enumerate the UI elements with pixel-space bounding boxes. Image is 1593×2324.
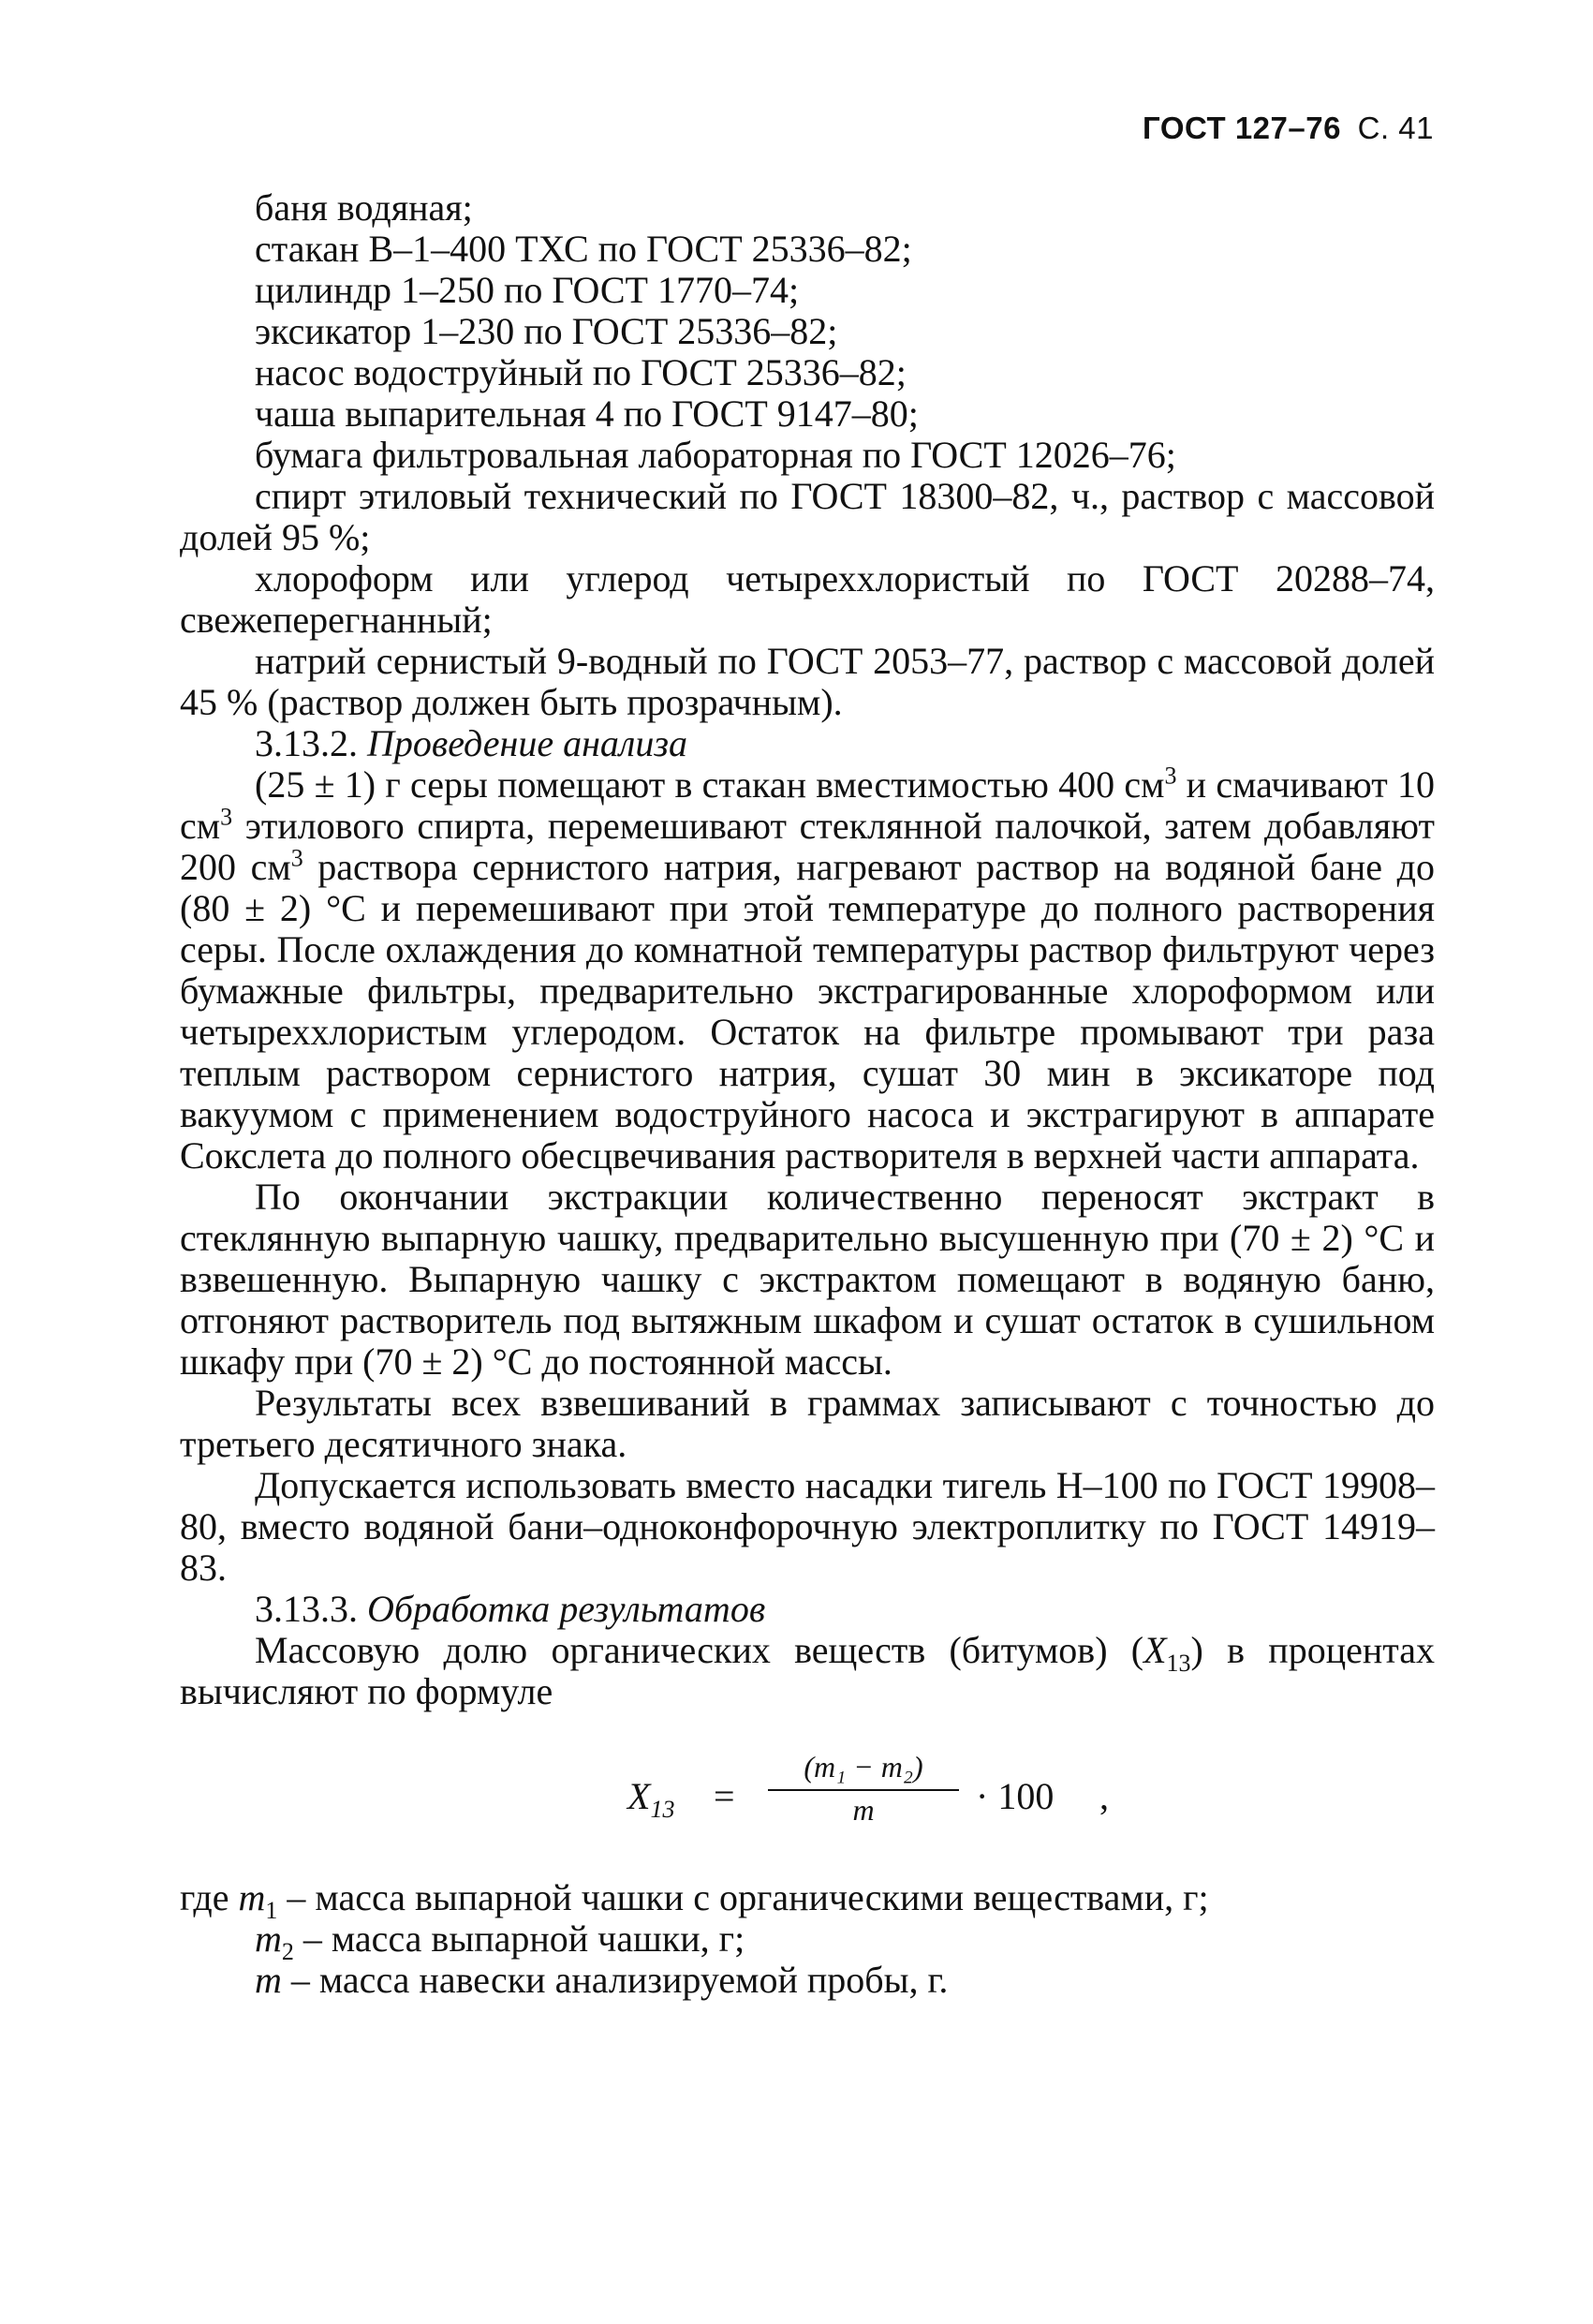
formula-numerator: (m₁ − m₂) [804,1750,923,1784]
section-heading-analysis [180,723,1435,764]
section-heading-results [180,1589,1435,1630]
results-intro: Массовую долю органических веществ (битумов) $(X_{13})$ в процентах вычисляют по формуле [180,1629,1435,1712]
section-number: 3.13.2. [255,722,358,764]
procedure-paragraph: (25 ± 1) г серы помещают в стакан вместимостью 400 $см^3$ и смачивают 10 $см^3$ этилового спирта, перемешивают стеклянной палочкой, затем добавляют 200 $см^3$ раствора сернистого натрия, нагревают раствор на водяной бане до (80 ± 2) °С и перемешивают при этой температуре до полного растворения серы. После охлаждения до комнатной температуры раствор фильтруют через бумажные фильтры, предварительно экстрагированные хлороформом или четыреххлористым углеродом. Остаток на фильтре промывают три раза теплым раствором сернистого натрия, сушат 30 мин в эксикаторе под вакуумом с применением водоструйного насоса и экстрагируют в аппарате Сокслета до полного обесцвечивания растворителя в верхней части аппарата. [180,762,1436,1177]
reagent-item: натрий сернистый 9-водный по ГОСТ 2053–77, раствор с массовой долей 45 % (раствор должен быть прозрачным). [180,640,1435,723]
reagent-list [180,476,1435,723]
alternatives-paragraph: Допускается использовать вместо насадки тигель Н–100 по ГОСТ 19908–80, вместо водяной бани–одноконфорочную электроплитку по ГОСТ 14919–83. [180,1464,1435,1589]
formula-equals: = [714,1775,735,1817]
weighing-paragraph: Результаты всех взвешиваний в граммах записывают с точностью до третьего десятичного знака. [180,1382,1435,1465]
reagent-item: спирт этиловый технический по ГОСТ 18300–82, ч., раствор с массовой долей 95 %; [180,475,1435,558]
formula-comma: , [1099,1775,1109,1817]
equipment-list [180,187,1435,476]
formula-multiplier: · 100 [976,1775,1055,1817]
list-item: эксикатор 1–230 по ГОСТ 25336–82; [255,310,838,352]
list-item: чаша выпарительная 4 по ГОСТ 9147–80; [255,392,919,435]
extraction-paragraph: По окончании экстракции количественно переносят экстракт в стеклянную выпарную чашку, предварительно высушенную при (70 ± 2) °С и взвешенную. Выпарную чашку с экстрактом помещают в водяную баню, отгоняют растворитель под вытяжным шкафом и сушат остаток в сушильном шкафу при (70 ± 2) °С до постоянной массы. [180,1176,1435,1383]
section-number: 3.13.3. [255,1588,358,1630]
list-item: цилиндр 1–250 по ГОСТ 1770–74; [255,269,800,311]
legend-item: где $m_1$ – масса выпарной чашки с органическими веществами, г; [180,1876,1209,1924]
list-item: бумага фильтровальная лабораторная по ГОСТ 12026–76; [255,434,1176,476]
list-item: баня водяная; [255,186,473,229]
list-item: насос водоструйный по ГОСТ 25336–82; [255,351,907,393]
reagent-item: хлороформ или углерод четыреххлористый по ГОСТ 20288–74, свежеперегнанный; [180,557,1435,641]
standard-number: ГОСТ 127–76 [1143,111,1341,145]
formula-fraction [760,1748,966,1828]
legend-item: $m_2$ – масса выпарной чашки, г; [255,1917,745,1965]
formula-legend [180,1877,1435,2001]
formula-denominator: m [852,1793,875,1827]
legend-item: m – масса навески анализируемой пробы, г. [255,1959,949,2001]
document-body [180,187,1435,2001]
section-title: Обработка результатов [367,1588,766,1630]
section-title: Проведение анализа [367,722,687,764]
formula [180,1748,1435,1851]
page-number: С. 41 [1357,111,1434,145]
list-item: стакан В–1–400 ТХС по ГОСТ 25336–82; [255,228,912,270]
page-header [1143,111,1434,146]
formula-lhs: $X_{13}$ [627,1775,675,1823]
